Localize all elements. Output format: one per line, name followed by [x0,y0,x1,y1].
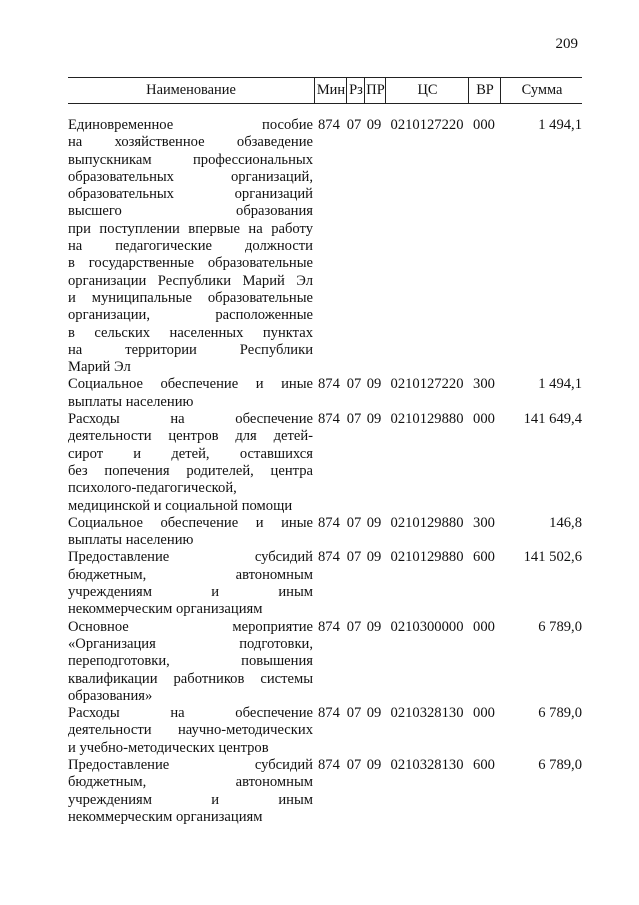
row-vr: 300 [473,376,495,393]
column-header-cs: ЦС [385,78,469,103]
table-header [68,77,582,104]
row-sum: 146,8 [549,514,582,531]
column-header-name: Наименование [146,82,236,98]
row-vr: 000 [473,705,495,722]
table-row [68,757,582,826]
row-name-line: учреждениям и иным [68,584,313,601]
row-name-line: образовательных организаций [68,186,313,203]
row-cs: 0210328130 [390,756,464,773]
row-vr: 300 [473,514,495,531]
row-name [68,376,313,411]
row-pr: 09 [366,514,382,531]
row-min: 874 [318,514,340,531]
row-name-line: Единовременное пособие [68,117,313,133]
row-name-line: организации, расположенные [68,307,313,324]
row-cs: 0210127220 [390,117,464,133]
row-name-line: образовательных организаций, [68,168,313,185]
row-name-line: некоммерческим организациям [68,601,263,618]
row-sum: 141 502,6 [523,549,582,566]
row-cs: 0210328130 [390,705,464,722]
row-name-line: Социальное обеспечение и иные [68,376,313,393]
row-name [68,515,313,550]
row-pr: 09 [366,376,382,393]
row-name-line: высшего образования [68,203,313,220]
table-row [68,117,582,376]
row-vr: 600 [473,549,495,566]
row-min: 874 [318,549,340,566]
row-name-line: Предоставление субсидий [68,549,313,566]
row-vr: 000 [473,618,495,635]
row-rz: 07 [346,618,362,635]
row-name [68,549,313,618]
row-name-line: в сельских населенных пунктах [68,324,313,341]
row-vr: 000 [473,411,495,428]
row-rz: 07 [346,117,362,133]
row-min: 874 [318,705,340,722]
row-name-line: Основное мероприятие [68,618,313,635]
row-rz: 07 [346,549,362,566]
row-pr: 09 [366,411,382,428]
row-name-line: выплаты населению [68,532,194,549]
row-name-line: бюджетным, автономным [68,774,313,791]
row-pr: 09 [366,756,382,773]
row-name-line: учреждениям и иным [68,791,313,808]
row-name-line: выплаты населению [68,393,194,410]
row-rz: 07 [346,514,362,531]
row-name-line: Социальное обеспечение и иные [68,514,313,531]
table-row [68,619,582,705]
column-header-sum: Сумма [500,78,583,103]
row-rz: 07 [346,705,362,722]
row-name-line: без попечения родителей, центра [68,462,313,479]
row-pr: 09 [366,705,382,722]
row-sum: 6 789,0 [538,705,582,722]
row-min: 874 [318,756,340,773]
table-body [68,117,582,826]
row-vr: 600 [473,756,495,773]
row-name [68,411,313,515]
row-name-line: на территории Республики [68,341,313,358]
row-rz: 07 [346,376,362,393]
row-name-line: квалификации работников системы [68,670,313,687]
row-name-line: сирот и детей, оставшихся [68,445,313,462]
column-header-min: Мин [314,78,347,103]
row-name-line: организации Республики Марий Эл [68,272,313,289]
row-name-line: Предоставление субсидий [68,756,313,773]
row-name-line: выпускникам профессиональных [68,151,313,168]
row-cs: 0210129880 [390,549,464,566]
row-name [68,757,313,826]
row-name-line: медицинской и социальной помощи [68,497,293,514]
table-row [68,549,582,618]
row-name-line: деятельности научно-методических [68,722,313,739]
table-row [68,376,582,411]
row-rz: 07 [346,411,362,428]
row-name-line: при поступлении впервые на работу [68,220,313,237]
row-cs: 0210129880 [390,514,464,531]
row-name-line: Расходы на обеспечение [68,411,313,428]
page-number: 209 [555,36,578,52]
row-name [68,117,313,376]
row-sum: 141 649,4 [523,411,582,428]
row-name-line: Расходы на обеспечение [68,705,313,722]
row-name-line: бюджетным, автономным [68,566,313,583]
row-name-line: на хозяйственное обзаведение [68,134,313,151]
row-pr: 09 [366,549,382,566]
row-name-line: психолого-педагогической, [68,480,237,497]
row-name-line: образования» [68,687,153,704]
row-name-line: Марий Эл [68,359,131,376]
row-min: 874 [318,117,340,133]
row-name [68,705,313,757]
column-header-vr: ВР [468,78,501,103]
table-row [68,411,582,515]
row-cs: 0210300000 [390,618,464,635]
row-name-line: и муниципальные образовательные [68,289,313,306]
row-pr: 09 [366,618,382,635]
column-header-pr: ПР [364,78,386,103]
row-rz: 07 [346,756,362,773]
row-min: 874 [318,411,340,428]
row-min: 874 [318,618,340,635]
row-name-line: деятельности центров для детей- [68,428,313,445]
row-pr: 09 [366,117,382,133]
row-name-line: «Организация подготовки, [68,635,313,652]
row-cs: 0210129880 [390,411,464,428]
row-name-line: некоммерческим организациям [68,808,263,825]
row-sum: 6 789,0 [538,756,582,773]
row-sum: 1 494,1 [538,117,582,133]
row-cs: 0210127220 [390,376,464,393]
row-sum: 1 494,1 [538,376,582,393]
row-name [68,619,313,705]
row-name-line: и учебно-методических центров [68,739,269,756]
row-vr: 000 [473,117,495,133]
row-sum: 6 789,0 [538,618,582,635]
row-name-line: в государственные образовательные [68,255,313,272]
table-row [68,705,582,757]
row-min: 874 [318,376,340,393]
table-row [68,515,582,550]
row-name-line: переподготовки, повышения [68,653,313,670]
column-header-rz: Рз [346,78,365,103]
row-name-line: на педагогические должности [68,238,313,255]
